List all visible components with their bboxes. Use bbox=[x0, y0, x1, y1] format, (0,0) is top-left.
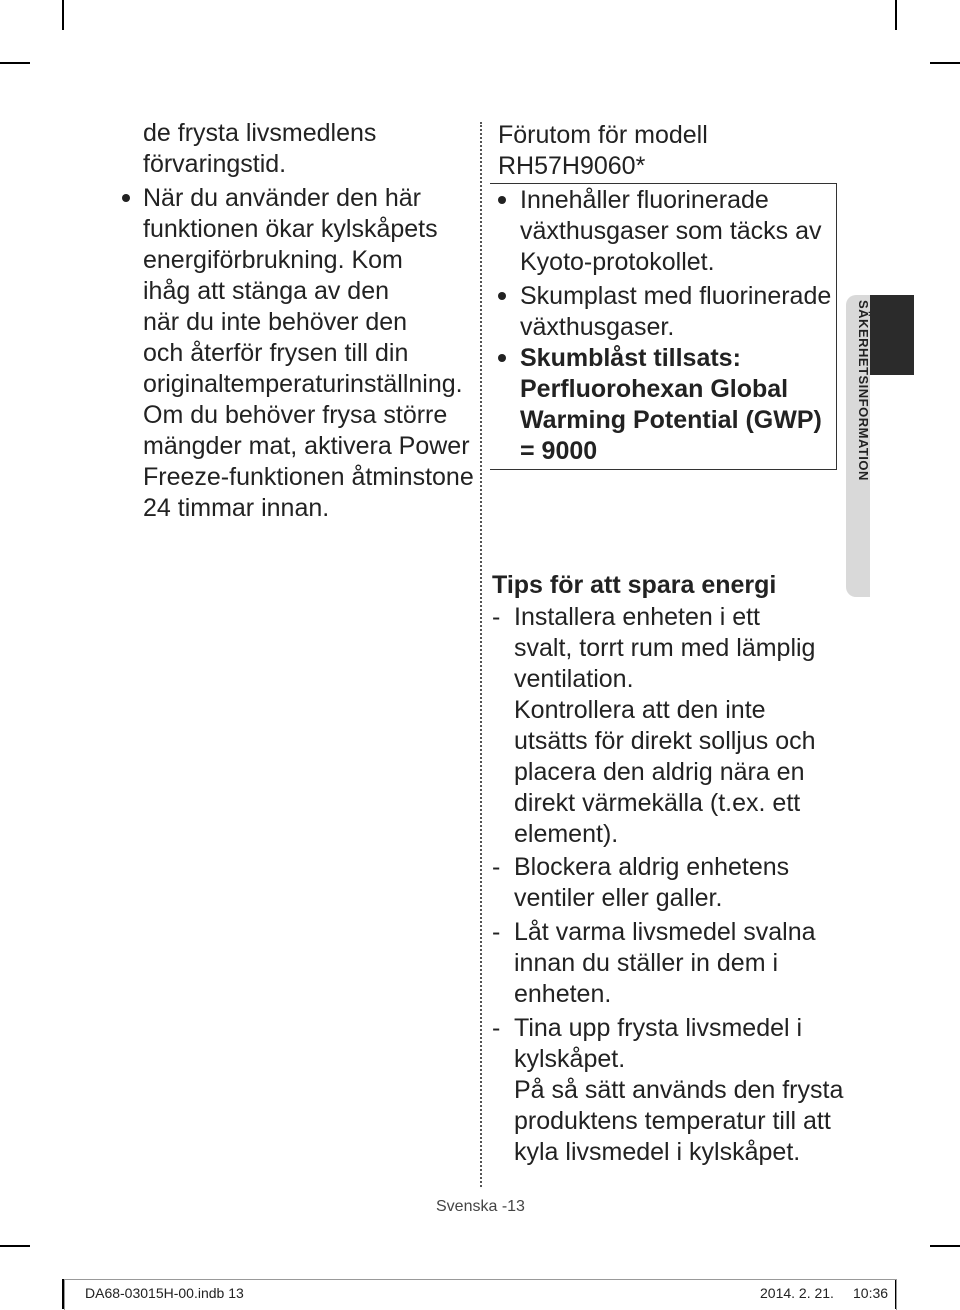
text-line: växthusgaser. bbox=[520, 313, 675, 341]
text-line: Om du behöver frysa större bbox=[143, 401, 448, 429]
text-line: direkt värmekälla (t.ex. ett bbox=[514, 789, 801, 817]
text-line: mängder mat, aktivera Power bbox=[143, 432, 470, 460]
energy-tips-title: Tips för att spara energi bbox=[492, 571, 777, 599]
text-line: element). bbox=[514, 820, 619, 848]
text-line: Warming Potential (GWP) bbox=[520, 406, 822, 434]
text-line: Låt varma livsmedel svalna bbox=[514, 918, 816, 946]
bullet-icon bbox=[498, 292, 506, 300]
page-number: Svenska -13 bbox=[436, 1198, 525, 1215]
crop-mark bbox=[895, 0, 897, 30]
side-tab-label: SÄKERHETSINFORMATION bbox=[856, 300, 871, 481]
text-line: energiförbrukning. Kom bbox=[143, 246, 403, 274]
footer-file: DA68-03015H-00.indb 13 bbox=[85, 1285, 244, 1301]
text-line: Innehåller fluorinerade bbox=[520, 186, 769, 214]
print-footer bbox=[64, 1279, 897, 1310]
text-line: Freeze-funktionen åtminstone bbox=[143, 463, 474, 491]
text-line: 24 timmar innan. bbox=[143, 494, 330, 522]
text-line: växthusgaser som täcks av bbox=[520, 217, 822, 245]
text-line: På så sätt används den frysta bbox=[514, 1076, 844, 1104]
bullet-icon bbox=[122, 194, 130, 202]
text-line: När du använder den här bbox=[143, 184, 421, 212]
side-tab-strip bbox=[870, 375, 914, 597]
model-heading: Förutom för modell bbox=[498, 121, 708, 149]
text-line: Perfluorohexan Global bbox=[520, 375, 789, 403]
footer-date: 2014. 2. 21. bbox=[760, 1285, 834, 1301]
text-line: ihåg att stänga av den bbox=[143, 277, 390, 305]
text-line: innan du ställer in dem i bbox=[514, 949, 779, 977]
bullet-icon bbox=[498, 354, 506, 362]
text-line: = 9000 bbox=[520, 437, 598, 465]
footer-time: 10:36 bbox=[853, 1285, 889, 1301]
text-line: Installera enheten i ett bbox=[514, 603, 760, 631]
dash-marker: - bbox=[492, 918, 501, 946]
text-line: produktens temperatur till att bbox=[514, 1107, 831, 1135]
text-line: Skumplast med fluorinerade bbox=[520, 282, 832, 310]
column-divider bbox=[480, 122, 482, 1187]
text-line: kyla livsmedel i kylskåpet. bbox=[514, 1138, 801, 1166]
text-line: originaltemperaturinställning. bbox=[143, 370, 463, 398]
text-line: placera den aldrig nära en bbox=[514, 758, 805, 786]
crop-mark bbox=[930, 62, 960, 64]
dash-marker: - bbox=[492, 603, 501, 631]
crop-mark bbox=[0, 62, 30, 64]
text-line: ventiler eller galler. bbox=[514, 884, 723, 912]
text-line: Tina upp frysta livsmedel i bbox=[514, 1014, 803, 1042]
crop-mark bbox=[62, 0, 64, 30]
dash-marker: - bbox=[492, 853, 501, 881]
text-line: förvaringstid. bbox=[143, 150, 287, 178]
side-tab-label-wrap bbox=[856, 300, 875, 510]
text-line: Blockera aldrig enhetens bbox=[514, 853, 790, 881]
text-line: enheten. bbox=[514, 980, 612, 1008]
text-line: Kyoto-protokollet. bbox=[520, 248, 715, 276]
text-line: utsätts för direkt solljus och bbox=[514, 727, 816, 755]
side-tab-marker bbox=[870, 295, 914, 375]
text-line: de frysta livsmedlens bbox=[143, 119, 377, 147]
text-line: svalt, torrt rum med lämplig bbox=[514, 634, 816, 662]
model-heading: RH57H9060* bbox=[498, 152, 646, 180]
text-line: Skumblåst tillsats: bbox=[520, 344, 741, 372]
bullet-icon bbox=[498, 196, 506, 204]
crop-mark bbox=[0, 1245, 30, 1247]
text-line: funktionen ökar kylskåpets bbox=[143, 215, 438, 243]
dash-marker: - bbox=[492, 1014, 501, 1042]
text-line: ventilation. bbox=[514, 665, 634, 693]
text-line: kylskåpet. bbox=[514, 1045, 626, 1073]
text-line: när du inte behöver den bbox=[143, 308, 408, 336]
crop-mark bbox=[930, 1245, 960, 1247]
text-line: och återför frysen till din bbox=[143, 339, 409, 367]
text-line: Kontrollera att den inte bbox=[514, 696, 766, 724]
